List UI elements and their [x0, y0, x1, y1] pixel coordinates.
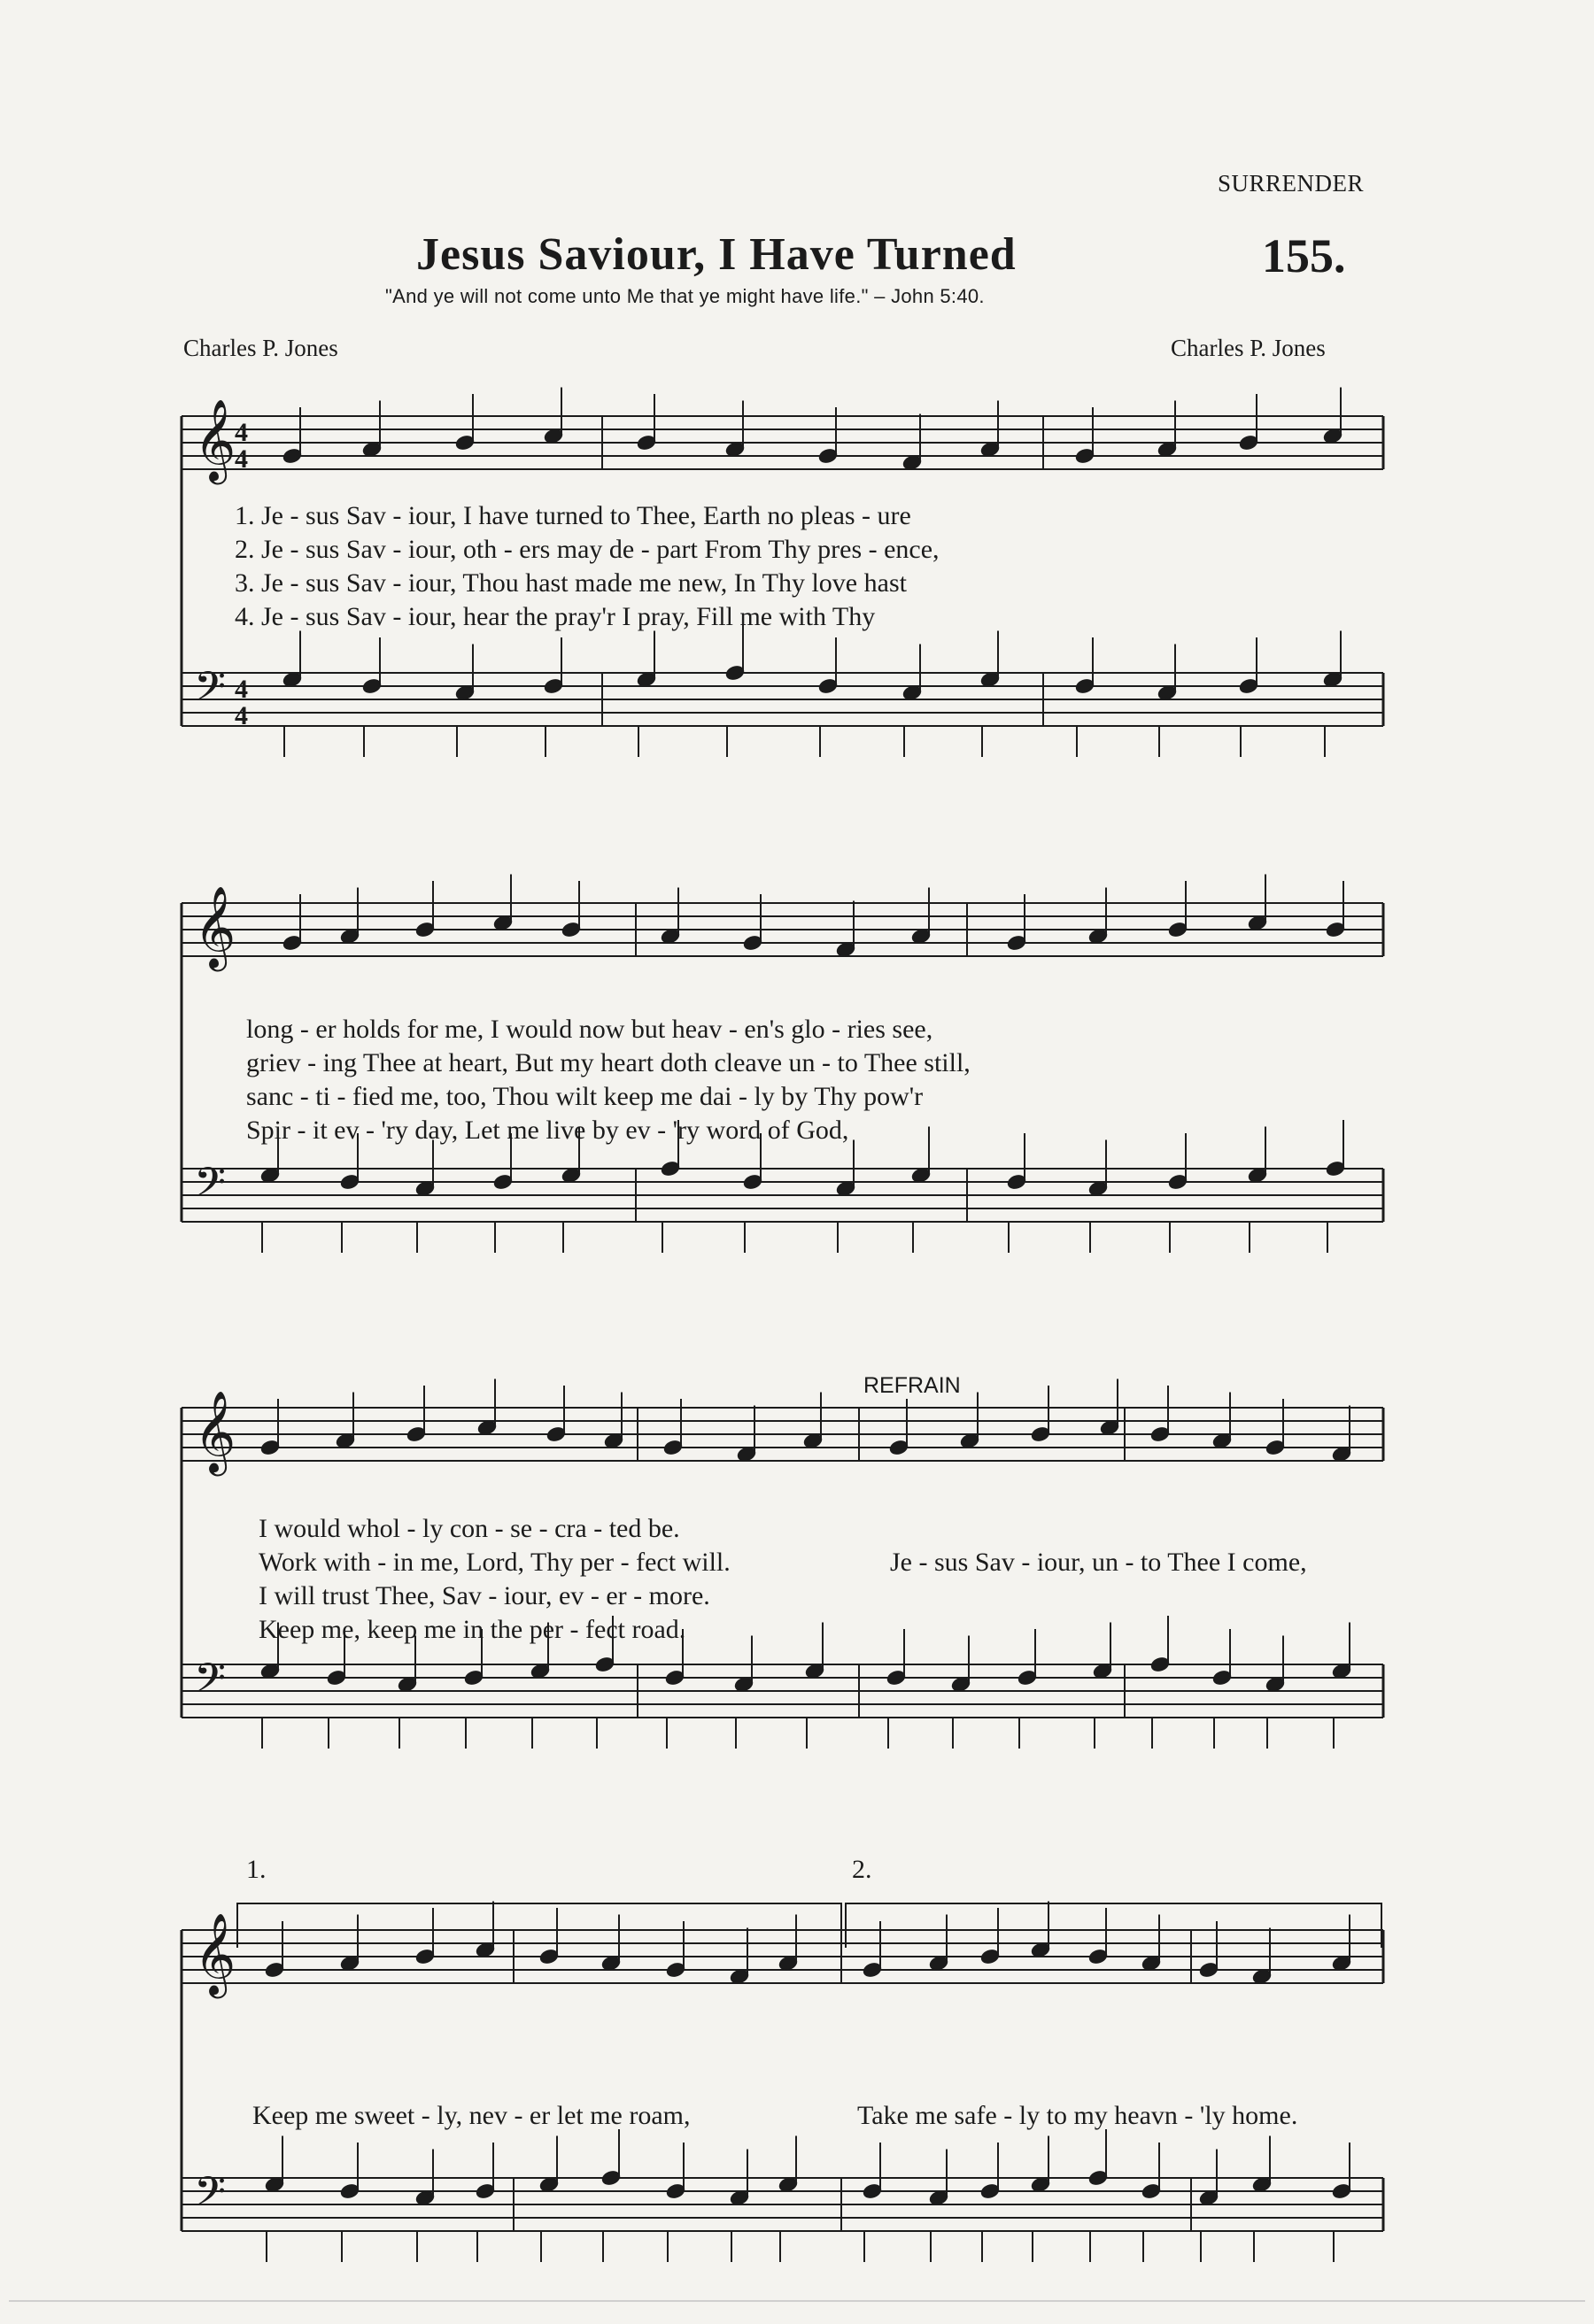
- bass-clef-icon: 𝄢: [194, 1159, 227, 1216]
- lyric-line: I would whol - ly con - se - cra - ted be.: [259, 1514, 680, 1543]
- lyric-line: I will trust Thee, Sav - iour, ev - er - more.: [259, 1581, 710, 1610]
- lyric-line: 4. Je - sus Sav - iour, hear the pray'r I pray, Fill me with Thy: [235, 602, 876, 631]
- hymn-number: 155.: [1262, 229, 1346, 282]
- treble-clef-icon: 𝄞: [194, 398, 236, 481]
- lyric-line: griev - ing Thee at heart, But my heart doth cleave un - to Thee still,: [246, 1048, 971, 1077]
- lyric-line: Spir - it ev - 'ry day, Let me live by ev - 'ry word of God,: [246, 1116, 849, 1145]
- second-ending-bracket: [846, 1903, 1381, 1948]
- lyric-line: Keep me sweet - ly, nev - er let me roam,: [252, 2101, 691, 2130]
- lyric-line: Work with - in me, Lord, Thy per - fect will.: [259, 1548, 731, 1577]
- words-credit: Charles P. Jones: [183, 335, 338, 361]
- time-signature-denominator: 4: [235, 701, 248, 730]
- lyric-line: 2. Je - sus Sav - iour, oth - ers may de - part From Thy pres - ence,: [235, 535, 940, 564]
- bass-clef-icon: 𝄢: [194, 2168, 227, 2226]
- time-signature-numerator: 4: [235, 675, 248, 704]
- first-ending-label: 1.: [246, 1855, 267, 1884]
- treble-clef-icon: 𝄞: [194, 885, 236, 968]
- lyric-line: sanc - ti - fied me, too, Thou wilt keep me dai - ly by Thy pow'r: [246, 1082, 924, 1111]
- first-ending-bracket: [237, 1903, 841, 1948]
- music-credit: Charles P. Jones: [1171, 335, 1326, 361]
- refrain-label: REFRAIN: [863, 1373, 961, 1398]
- lyric-line: Take me safe - ly to my heavn - 'ly home.: [857, 2101, 1298, 2130]
- refrain-lyric-line: Je - sus Sav - iour, un - to Thee I come,: [890, 1548, 1307, 1577]
- lyric-line: long - er holds for me, I would now but heav - en's glo - ries see,: [246, 1015, 933, 1044]
- time-signature-denominator: 4: [235, 444, 248, 474]
- treble-clef-icon: 𝄞: [194, 1390, 236, 1472]
- lyric-line: 3. Je - sus Sav - iour, Thou hast made me new, In Thy love hast: [235, 568, 907, 598]
- bass-clef-icon: 𝄢: [194, 1655, 227, 1712]
- treble-clef-icon: 𝄞: [194, 1912, 236, 1995]
- second-ending-label: 2.: [852, 1855, 872, 1884]
- lyric-line: 1. Je - sus Sav - iour, I have turned to Thee, Earth no pleas - ure: [235, 501, 911, 530]
- time-signature-numerator: 4: [235, 418, 248, 447]
- scripture-reference: "And ye will not come unto Me that ye might have life." – John 5:40.: [385, 285, 985, 307]
- category-label: SURRENDER: [1218, 170, 1365, 197]
- lyric-line: Keep me, keep me in the per - fect road.: [259, 1615, 686, 1644]
- page-edge-rule: [9, 2300, 1585, 2302]
- hymn-title: Jesus Saviour, I Have Turned: [416, 229, 1017, 280]
- bass-clef-icon: 𝄢: [194, 663, 227, 721]
